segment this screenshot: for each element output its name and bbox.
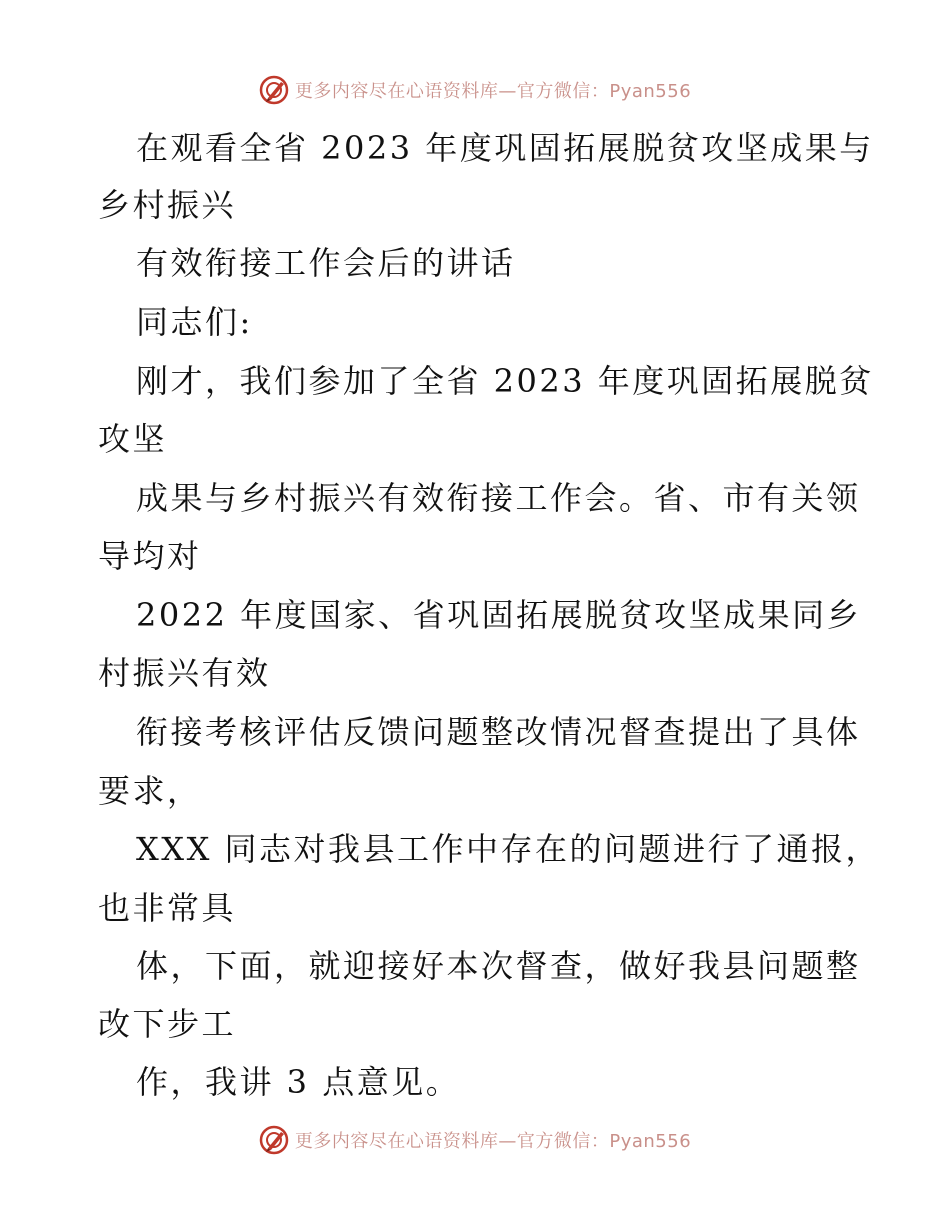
paragraph-line: 衔接考核评估反馈问题整改情况督查提出了具体 — [136, 713, 861, 751]
footer-watermark-banner — [0, 1122, 950, 1158]
paragraph-line: 要求， — [98, 772, 202, 810]
title-line-3: 有效衔接工作会后的讲话 — [136, 244, 516, 282]
paragraph-line: 村振兴有效 — [98, 654, 271, 692]
salutation: 同志们: — [136, 303, 253, 341]
footer-watermark-text: 更多内容尽在心语资料库—官方微信：Pyan556 — [294, 1131, 692, 1152]
paragraph-line: XXX 同志对我县工作中存在的问题进行了通报， — [136, 830, 881, 868]
pen-logo-icon — [259, 1125, 289, 1155]
header-watermark-banner — [0, 72, 950, 108]
paragraph-line: 2022 年度国家、省巩固拓展脱贫攻坚成果同乡 — [136, 596, 862, 634]
paragraph-line: 作，我讲 3 点意见。 — [136, 1063, 461, 1101]
paragraph-line: 导均对 — [98, 537, 202, 575]
paragraph-line: 攻坚 — [98, 420, 168, 458]
paragraph-line: 刚才，我们参加了全省 2023 年度巩固拓展脱贫 — [136, 362, 874, 400]
title-line-1: 在观看全省 2023 年度巩固拓展脱贫攻坚成果与 — [136, 129, 874, 167]
header-watermark-text: 更多内容尽在心语资料库—官方微信：Pyan556 — [294, 81, 692, 102]
title-line-2: 乡村振兴 — [98, 186, 237, 224]
paragraph-line: 成果与乡村振兴有效衔接工作会。省、市有关领 — [136, 479, 861, 517]
paragraph-line: 也非常具 — [98, 889, 237, 927]
paragraph-line: 体，下面，就迎接好本次督查，做好我县问题整 — [136, 947, 861, 985]
pen-logo-icon — [259, 75, 289, 105]
paragraph-line: 改下步工 — [98, 1005, 237, 1043]
